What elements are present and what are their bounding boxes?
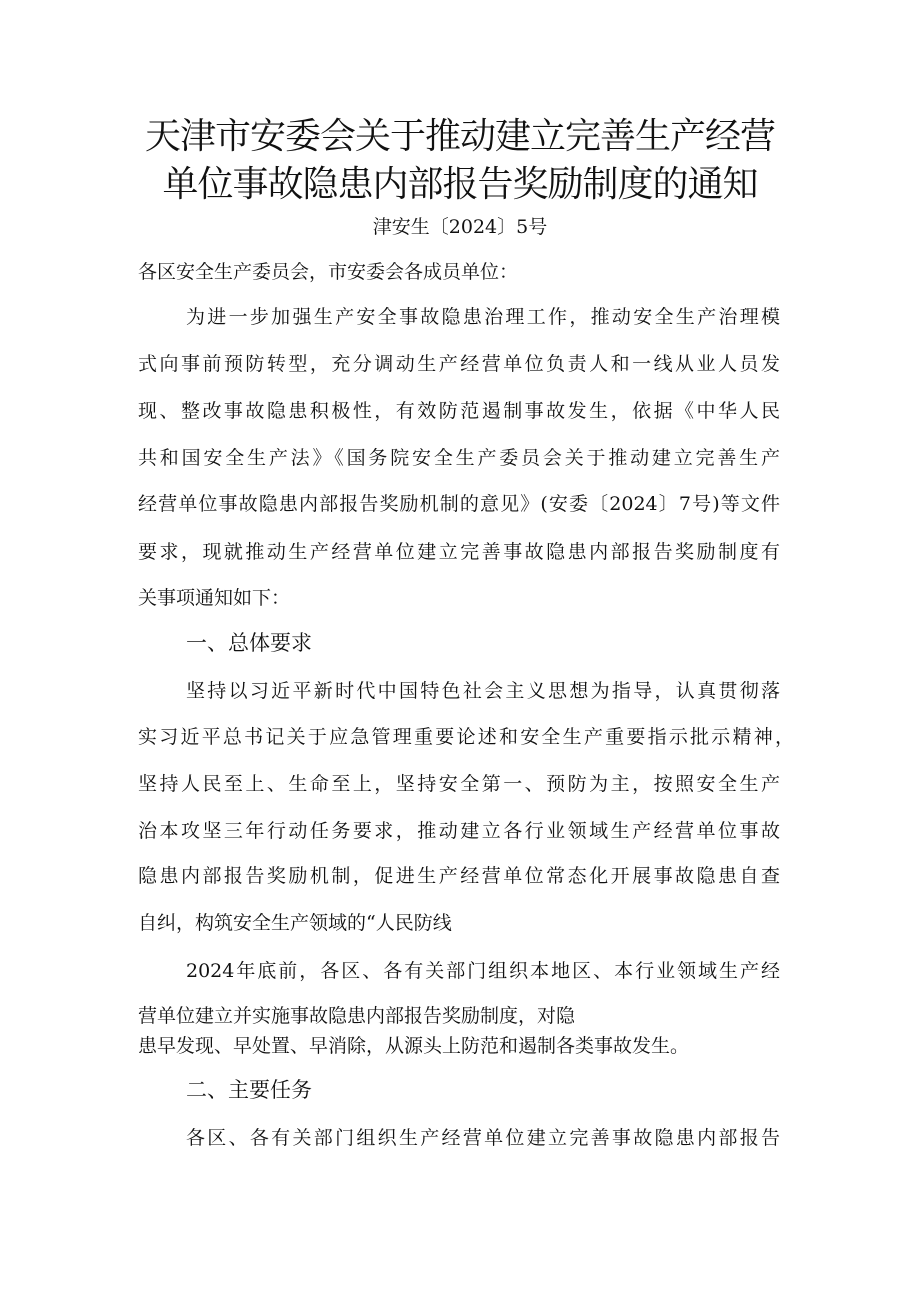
salutation: 各区安全生产委员会，市安委会各成员单位： bbox=[138, 261, 519, 283]
section1-paragraph-line: 患早发现、早处置、早消除，从源头上防范和遏制各类事故发生。 bbox=[138, 1035, 690, 1057]
intro-paragraph-line: 共和国安全生产法》《国务院安全生产委员会关于推动建立完善生产 bbox=[138, 447, 780, 469]
document-number: 津安生〔2024〕5号 bbox=[372, 216, 548, 238]
section1-paragraph-line: 治本攻坚三年行动任务要求，推动建立各行业领域生产经营单位事故 bbox=[138, 820, 780, 842]
section2-paragraph-line: 各区、各有关部门组织生产经营单位建立完善事故隐患内部报告 bbox=[186, 1127, 780, 1149]
section1-paragraph-line: 自纠，构筑安全生产领域的“人民防线 bbox=[138, 912, 452, 934]
intro-paragraph-line: 为进一步加强生产安全事故隐患治理工作，推动安全生产治理模 bbox=[186, 306, 780, 328]
intro-paragraph-line: 关事项通知如下： bbox=[138, 587, 291, 609]
section1-paragraph-line: 实习近平总书记关于应急管理重要论述和安全生产重要指示批示精神， bbox=[138, 726, 794, 748]
document-title-line-1: 天津市安委会关于推动建立完善生产经营 bbox=[144, 116, 775, 157]
section-heading-main-tasks: 二、主要任务 bbox=[186, 1078, 312, 1102]
section1-paragraph-line: 营单位建立并实施事故隐患内部报告奖励制度，对隐 bbox=[138, 1005, 576, 1027]
section1-paragraph-line: 隐患内部报告奖励机制，促进生产经营单位常态化开展事故隐患自查 bbox=[138, 865, 780, 887]
section1-paragraph-line: 2024年底前，各区、各有关部门组织本地区、本行业领域生产经 bbox=[186, 960, 780, 982]
intro-paragraph-line: 经营单位事故隐患内部报告奖励机制的意见》(安委〔2024〕7号)等文件 bbox=[138, 493, 780, 515]
intro-paragraph-line: 要求，现就推动生产经营单位建立完善事故隐患内部报告奖励制度有 bbox=[138, 541, 780, 563]
document-title-line-2: 单位事故隐患内部报告奖励制度的通知 bbox=[162, 164, 758, 205]
intro-paragraph-line: 现、整改事故隐患积极性，有效防范遏制事故发生，依据《中华人民 bbox=[138, 400, 780, 422]
intro-paragraph-line: 式向事前预防转型，充分调动生产经营单位负责人和一线从业人员发 bbox=[138, 353, 780, 375]
section-heading-overall-requirements: 一、总体要求 bbox=[186, 631, 312, 655]
section1-paragraph-line: 坚持人民至上、生命至上，坚持安全第一、预防为主，按照安全生产 bbox=[138, 773, 780, 795]
section1-paragraph-line: 坚持以习近平新时代中国特色社会主义思想为指导，认真贯彻落 bbox=[186, 680, 780, 702]
